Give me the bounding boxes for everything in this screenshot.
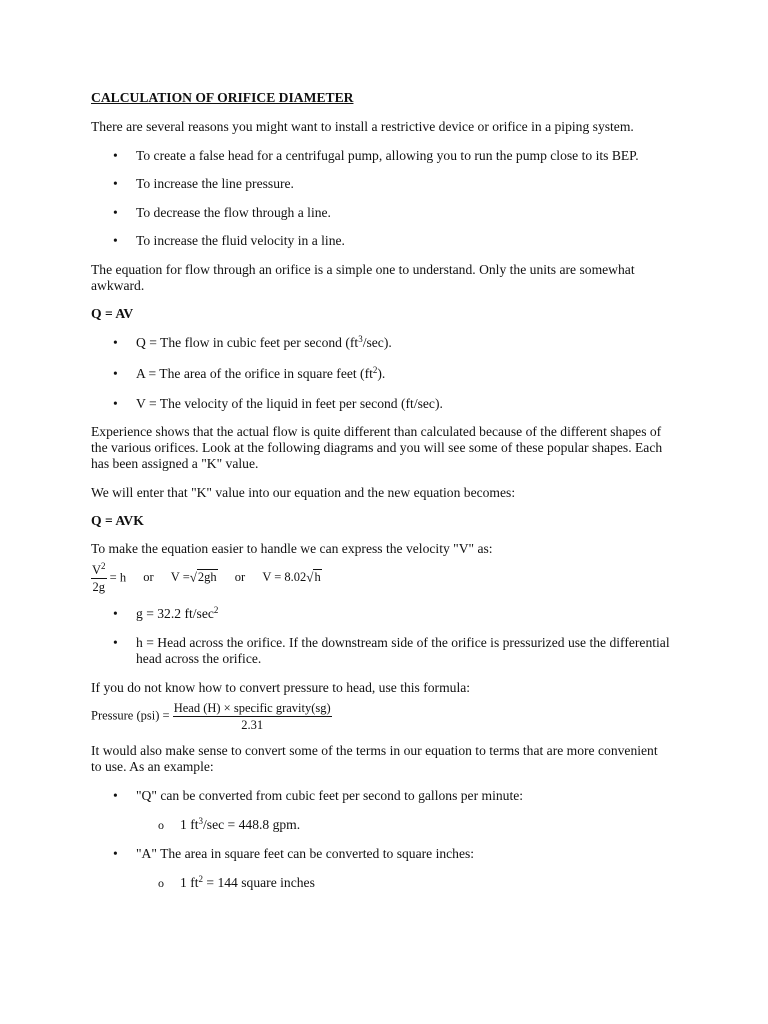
bullet-icon: • [113,148,118,163]
sqrt-icon: √ [306,569,314,585]
fraction-numerator [91,562,107,579]
intro-paragraph: There are several reasons you might want to install a restrictive device or orifice in a piping system. [91,119,634,134]
list-item-text: To create a false head for a centrifugal pump, allowing you to run the pump close to its BEP. [136,148,639,163]
superscript: 2 [101,561,106,571]
list-item-text: To decrease the flow through a line. [136,205,331,220]
list-item-text: To increase the fluid velocity in a line. [136,233,345,248]
definition-h: h = Head across the orifice. If the downstream side of the orifice is pressurized use the differential head across the orifice. [136,635,670,666]
document-title: CALCULATION OF ORIFICE DIAMETER [91,90,354,105]
fraction-numerator: Head (H) × specific gravity(sg) [173,701,331,715]
equation-q-av: Q = AV [91,306,134,321]
experience-paragraph: Experience shows that the actual flow is quite different than calculated because of the different shapes of the various orifices. Look at the following diagrams and you will see some of these popular shapes. Each has been assigned a "K" value. [91,424,663,471]
sub-bullet-icon: o [158,818,164,832]
definition-a [136,366,385,382]
equation-q-avk: Q = AVK [91,513,144,528]
velocity-fraction [91,562,107,595]
velocity-formula [91,562,322,595]
a-convert-detail [180,875,315,891]
sqrt-content: 2gh [197,570,217,585]
bullet-icon: • [113,635,118,650]
bullet-icon: • [113,233,118,248]
bullet-icon: • [113,176,118,191]
formula-or: or [143,570,154,585]
sqrt-content: h [314,570,321,585]
formula-or: or [234,570,246,585]
bullet-icon: • [113,606,118,621]
definition-g [136,606,218,622]
a-convert-detail-suffix: = 144 square inches [203,875,315,890]
bullet-icon: • [113,366,118,381]
definition-v: V = The velocity of the liquid in feet per second (ft/sec). [136,396,443,411]
bullet-icon: • [113,335,118,350]
list-item-text: To increase the line pressure. [136,176,294,191]
fraction-denominator: 2g [92,580,106,594]
pressure-fraction [173,700,332,733]
superscript: 3 [198,816,203,826]
q-convert-detail [180,817,300,833]
superscript: 2 [198,874,203,884]
formula-v-equals: V = [170,570,190,585]
superscript: 2 [372,365,378,375]
sqrt-icon: √ [189,569,197,585]
definition-q [136,335,392,351]
q-convert-detail-text: 1 ft [180,817,199,832]
convert-terms-paragraph: It would also make sense to convert some of the terms in our equation to terms that are more convenient to use. As an example: [91,743,658,774]
definition-q-suffix: /sec). [362,335,392,350]
convert-intro-paragraph: If you do not know how to convert pressure to head, use this formula: [91,680,471,695]
equation-intro-paragraph: The equation for flow through an orifice is a simple one to understand. Only the units are somewhat awkward. [91,262,635,293]
bullet-icon: • [113,846,118,861]
pressure-lhs: Pressure (psi) = [91,708,170,723]
velocity-intro-paragraph: To make the equation easier to handle we can express the velocity "V" as: [91,541,493,556]
definition-a-text: A = The area of the orifice in square feet (ft [136,366,373,381]
bullet-icon: • [113,205,118,220]
superscript: 3 [358,334,363,344]
fraction-denominator: 2.31 [241,718,264,732]
superscript: 2 [213,605,219,615]
q-convert-detail-suffix: /sec = 448.8 gpm. [203,817,301,832]
pressure-formula [91,700,332,733]
a-convert-text: "A" The area in square feet can be converted to square inches: [136,846,475,861]
k-intro-paragraph: We will enter that "K" value into our equation and the new equation becomes: [91,485,516,500]
definition-q-text: Q = The flow in cubic feet per second (ft [136,335,359,350]
q-convert-text: "Q" can be converted from cubic feet per second to gallons per minute: [136,788,524,803]
bullet-icon: • [113,396,118,411]
numerator-text: V [92,563,102,577]
formula-equals-h: = h [109,570,127,585]
bullet-icon: • [113,788,118,803]
formula-v-equals-const: V = 8.02 [262,570,307,585]
sub-bullet-icon: o [158,876,164,890]
a-convert-detail-text: 1 ft [180,875,199,890]
definition-a-suffix: ). [377,366,386,381]
definition-g-text: g = 32.2 ft/sec [136,606,214,621]
